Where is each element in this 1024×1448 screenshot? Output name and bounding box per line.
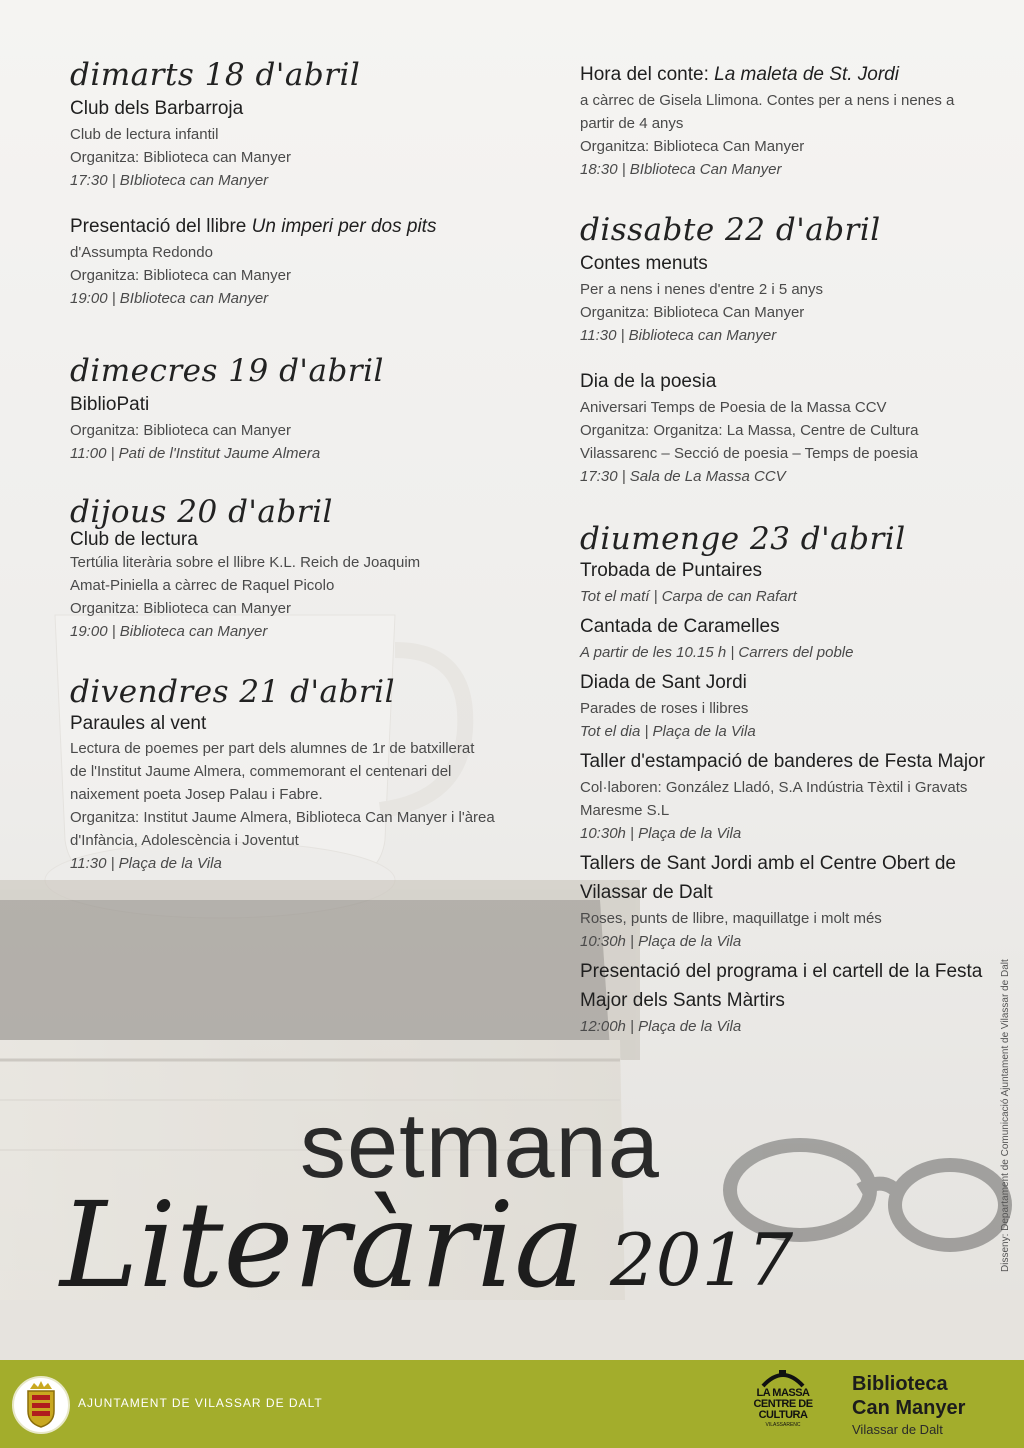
event-title: Club dels Barbarroja xyxy=(70,98,244,119)
event-detail: Lectura de poemes per part dels alumnes de 1r de batxillerat xyxy=(70,740,475,757)
biblioteca-name: Can Manyer xyxy=(852,1397,966,1419)
event-item xyxy=(580,668,1005,743)
event-time-place: Tot el matí | Carpa de can Rafart xyxy=(580,588,797,605)
day-heading: dimecres 19 d'abril xyxy=(70,353,384,389)
event-title-text: Presentació del llibre xyxy=(70,216,252,237)
event-title: Taller d'estampació de banderes de Festa Major xyxy=(580,751,985,772)
ajuntament-label: AJUNTAMENT DE VILASSAR DE DALT xyxy=(78,1396,323,1410)
day-heading: dijous 20 d'abril xyxy=(70,494,333,530)
event-item xyxy=(70,212,540,310)
municipal-seal-icon xyxy=(12,1373,70,1437)
event-item xyxy=(580,556,1005,608)
biblioteca-name: Biblioteca xyxy=(852,1373,948,1395)
event-title xyxy=(70,212,540,241)
day-block xyxy=(70,673,540,875)
design-credits: Disseny: Departament de Comunicació Ajuntament de Vilassar de Dalt xyxy=(1000,959,1011,1272)
event-title: Trobada de Puntaires xyxy=(580,560,763,581)
event-detail: Organitza: Biblioteca can Manyer xyxy=(70,267,291,284)
event-item xyxy=(70,390,540,465)
event-title: BiblioPati xyxy=(70,394,150,415)
event-detail: Organitza: Biblioteca Can Manyer xyxy=(580,138,805,155)
event-detail: de l'Institut Jaume Almera, commemorant el centenari del xyxy=(70,763,452,780)
event-item xyxy=(580,60,1005,181)
event-title: Diada de Sant Jordi xyxy=(580,672,747,693)
event-detail: d'Infància, Adolescència i Joventut xyxy=(70,832,299,849)
book-title: Un imperi per dos pits xyxy=(251,216,437,237)
day-heading: dissabte 22 d'abril xyxy=(580,212,881,248)
event-time-place: Tot el dia | Plaça de la Vila xyxy=(580,723,756,740)
day-block xyxy=(70,352,540,465)
event-item xyxy=(580,849,1005,953)
event-item xyxy=(580,367,1005,488)
footer-band xyxy=(0,1360,1024,1448)
event-title: Club de lectura xyxy=(70,529,198,550)
la-massa-line: CENTRE DE xyxy=(753,1398,813,1410)
event-item xyxy=(70,529,540,643)
left-column xyxy=(70,56,540,895)
event-title: Dia de la poesia xyxy=(580,371,717,392)
event-detail: Maresme S.L xyxy=(580,802,670,819)
event-detail: Roses, punts de llibre, maquillatge i molt més xyxy=(580,910,882,927)
event-detail: d'Assumpta Redondo xyxy=(70,244,213,261)
event-time-place: 19:00 | BIblioteca can Manyer xyxy=(70,290,269,307)
event-time-place: 17:30 | Sala de La Massa CCV xyxy=(580,468,786,485)
event-title: Contes menuts xyxy=(580,253,708,274)
event-title: Presentació del programa i el cartell de la Festa Major dels Sants Màrtirs xyxy=(580,961,983,1011)
event-detail: naixement poeta Josep Palau i Fabre. xyxy=(70,786,323,803)
event-detail: Tertúlia literària sobre el llibre K.L. Reich de Joaquim xyxy=(70,554,421,571)
event-detail: Organitza: Biblioteca can Manyer xyxy=(70,422,291,439)
event-detail: Amat-Piniella a càrrec de Raquel Picolo xyxy=(70,577,335,594)
event-detail: Organitza: Organitza: La Massa, Centre de Cultura xyxy=(580,422,919,439)
day-block xyxy=(580,522,1005,1038)
poster-title-literaria: Literària xyxy=(60,1176,585,1314)
event-title xyxy=(580,60,1005,89)
event-detail: Organitza: Biblioteca can Manyer xyxy=(70,149,291,166)
day-heading: divendres 21 d'abril xyxy=(70,674,395,710)
day-heading: dimarts 18 d'abril xyxy=(70,57,361,93)
day-block xyxy=(580,211,1005,488)
event-title: Cantada de Caramelles xyxy=(580,616,780,637)
event-item xyxy=(580,612,1005,664)
event-detail: Organitza: Institut Jaume Almera, Biblioteca Can Manyer i l'àrea xyxy=(70,809,495,826)
story-title: La maleta de St. Jordi xyxy=(714,64,899,85)
la-massa-logo xyxy=(752,1368,814,1428)
event-item xyxy=(580,747,1005,845)
event-time-place: A partir de les 10.15 h | Carrers del poble xyxy=(580,644,854,661)
event-time-place: 10:30h | Plaça de la Vila xyxy=(580,933,742,950)
event-detail: Organitza: Biblioteca Can Manyer xyxy=(580,304,805,321)
biblioteca-place: Vilassar de Dalt xyxy=(852,1422,943,1437)
event-detail: Aniversari Temps de Poesia de la Massa CCV xyxy=(580,399,887,416)
event-detail: Vilassarenc – Secció de poesia – Temps de poesia xyxy=(580,445,918,462)
event-time-place: 12:00h | Plaça de la Vila xyxy=(580,1018,742,1035)
event-time-place: 11:00 | Pati de l'Institut Jaume Almera xyxy=(70,445,321,462)
event-time-place: 18:30 | BIblioteca Can Manyer xyxy=(580,161,782,178)
day-block xyxy=(70,495,540,643)
event-item xyxy=(580,957,1005,1038)
event-title: Paraules al vent xyxy=(70,713,207,734)
event-detail: Col·laboren: González Lladó, S.A Indústria Tèxtil i Gravats xyxy=(580,779,968,796)
la-massa-sub: VILASSARENC xyxy=(765,1422,801,1428)
event-detail: a càrrec de Gisela Llimona. Contes per a nens i nenes a xyxy=(580,92,955,109)
day-block xyxy=(70,56,540,310)
event-detail: Parades de roses i llibres xyxy=(580,700,749,717)
roof-icon xyxy=(760,1368,806,1388)
event-time-place: 10:30h | Plaça de la Vila xyxy=(580,825,742,842)
right-column xyxy=(580,60,1005,1042)
event-detail: partir de 4 anys xyxy=(580,115,684,132)
event-detail: Organitza: Biblioteca can Manyer xyxy=(70,600,291,617)
event-time-place: 19:00 | Biblioteca can Manyer xyxy=(70,623,268,640)
day-heading: diumenge 23 d'abril xyxy=(580,521,906,557)
event-title-text: Hora del conte: xyxy=(580,64,715,85)
poster-title-year: 2017 xyxy=(610,1218,794,1302)
event-time-place: 11:30 | Biblioteca can Manyer xyxy=(580,327,777,344)
la-massa-line: CULTURA xyxy=(758,1409,808,1421)
event-detail: Per a nens i nenes d'entre 2 i 5 anys xyxy=(580,281,824,298)
la-massa-line: LA MASSA xyxy=(756,1387,810,1399)
event-detail: Club de lectura infantil xyxy=(70,126,219,143)
event-item xyxy=(70,94,540,192)
event-item xyxy=(580,249,1005,347)
event-time-place: 11:30 | Plaça de la Vila xyxy=(70,855,222,872)
biblioteca-logo xyxy=(852,1372,965,1438)
event-item xyxy=(70,711,540,875)
poster-title-setmana: setmana xyxy=(300,1095,660,1197)
event-title: Tallers de Sant Jordi amb el Centre Obert de Vilassar de Dalt xyxy=(580,853,956,903)
event-time-place: 17:30 | BIblioteca can Manyer xyxy=(70,172,269,189)
